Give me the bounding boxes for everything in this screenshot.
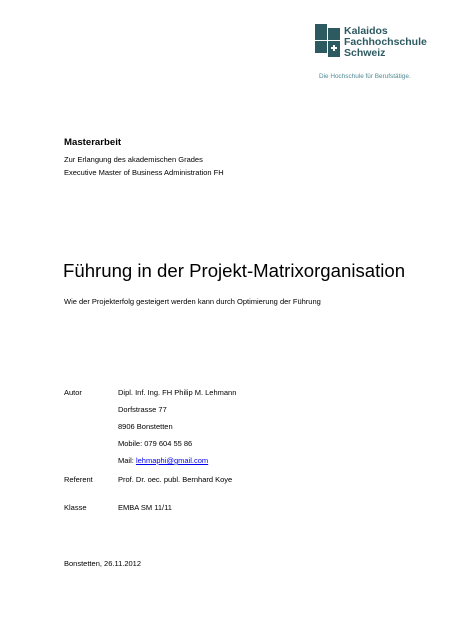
degree-line-1: Zur Erlangung des akademischen Grades — [64, 155, 203, 164]
university-logo — [315, 22, 445, 90]
logo-mark-icon — [315, 24, 341, 58]
author-street: Dorfstrasse 77 — [118, 405, 167, 414]
logo-text-line-2: Fachhochschule — [344, 36, 427, 48]
author-mobile: Mobile: 079 604 55 86 — [118, 439, 193, 448]
klasse-value: EMBA SM 11/11 — [118, 503, 172, 512]
author-name: Dipl. Inf. Ing. FH Philip M. Lehmann — [118, 388, 237, 397]
logo-text-line-3: Schweiz — [344, 47, 386, 59]
author-city: 8906 Bonstetten — [118, 422, 173, 431]
referent-name: Prof. Dr. oec. publ. Bernhard Koye — [118, 475, 233, 484]
degree-line-2: Executive Master of Business Administration FH — [64, 168, 224, 177]
document-title: Führung in der Projekt-Matrixorganisation — [63, 260, 406, 281]
place-date: Bonstetten, 26.11.2012 — [64, 559, 142, 568]
author-label: Autor — [64, 388, 82, 397]
referent-label: Referent — [64, 475, 93, 484]
author-mail-link[interactable]: lehmaphi@gmail.com — [135, 456, 209, 465]
thesis-type: Masterarbeit — [64, 137, 122, 148]
logo-tagline: Die Hochschule für Berufstätige. — [319, 73, 411, 80]
author-mail-label: Mail: — [118, 456, 134, 465]
klasse-label: Klasse — [64, 503, 87, 512]
logo-text-line-1: Kalaidos — [344, 25, 388, 37]
document-subtitle: Wie der Projekterfolg gesteigert werden kann durch Optimierung der Führung — [64, 297, 321, 306]
author-mail-row — [118, 456, 208, 466]
